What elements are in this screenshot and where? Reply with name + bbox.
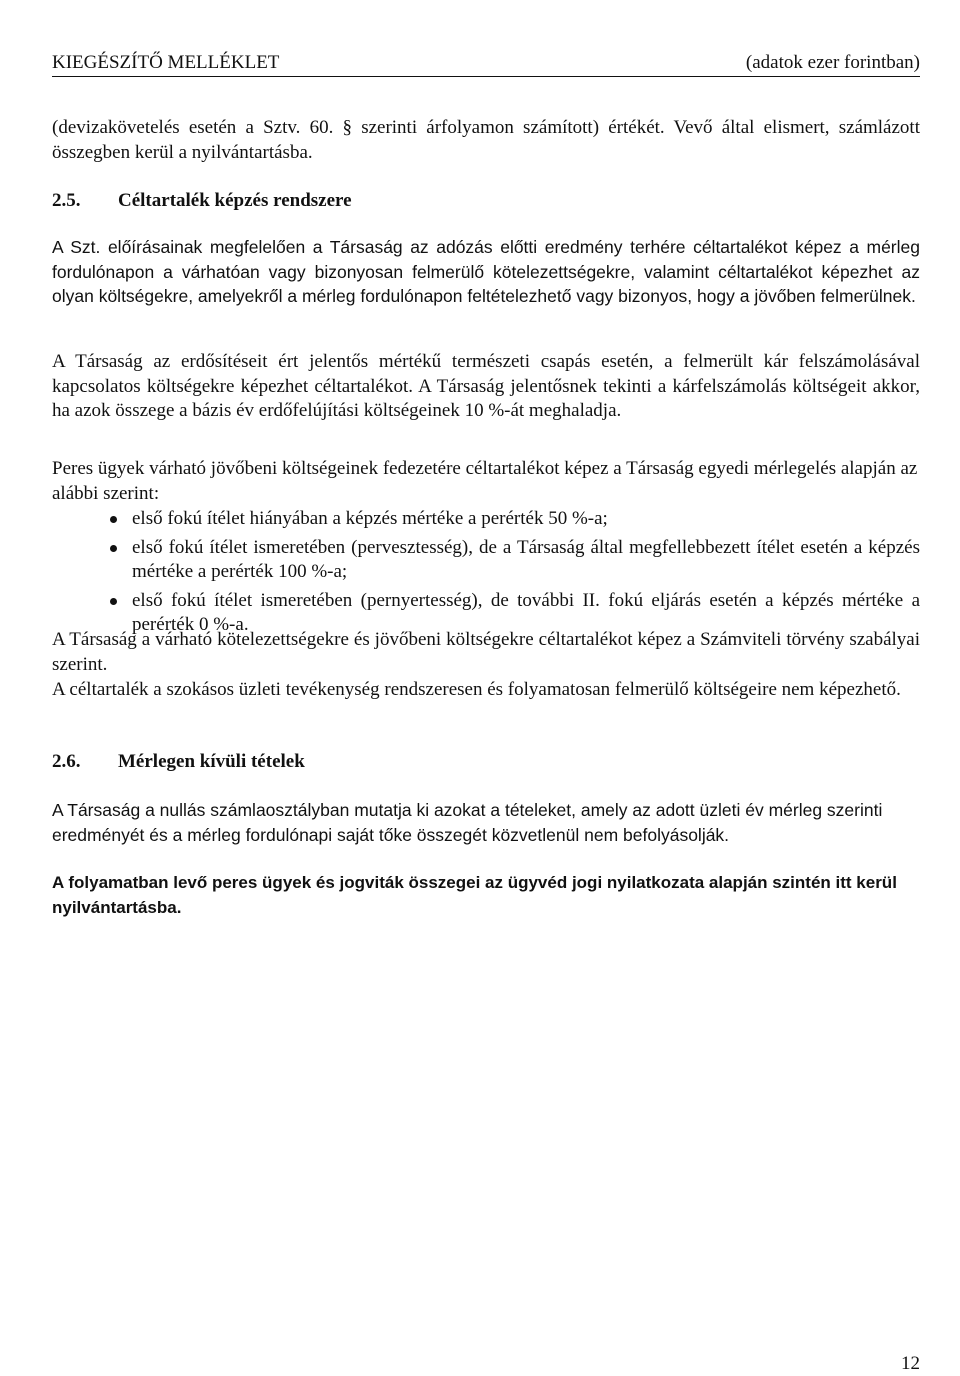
section-heading-2-6 (52, 750, 305, 774)
paragraph-lawsuits: Peres ügyek várható jövőbeni költségeinek fedezetére céltartalékot képez a Társaság egyedi mérlegelés alapján az alábbi szerint: (52, 458, 918, 504)
page-header (52, 52, 920, 77)
list-item: első fokú ítélet hiányában a képzés mértéke a perérték 50 %-a; (52, 507, 920, 532)
paragraph-pending-lawsuits: A folyamatban levő peres ügyek és jogviták összegei az ügyvéd jogi nyilatkozata alapján szintén itt kerül nyilvántartásba. (52, 873, 897, 917)
bullet-icon (110, 545, 117, 552)
section-heading-2-5 (52, 189, 352, 213)
section-title: Mérlegen kívüli tételek (118, 751, 305, 772)
paragraph-accounting-act: A Társaság a várható kötelezettségekre és jövőbeni költségekre céltartalékot képez a Számviteli törvény szabályai szerint. (52, 629, 920, 675)
lawsuit-provision-list (52, 507, 920, 642)
bullet-icon (110, 598, 117, 605)
paragraph-off-balance: A Társaság a nullás számlaosztályban mutatja ki azokat a tételeket, amely az adott üzleti év mérleg szerinti eredményét és a mérleg fordulónapi saját tőke összegét közvetlenül nem befolyásolják. (52, 800, 883, 845)
section-title: Céltartalék képzés rendszere (118, 190, 352, 211)
section-number: 2.6. (52, 751, 81, 772)
paragraph-provision-rules: A Szt. előírásainak megfelelően a Társaság az adózás előtti eredmény terhére céltartalékot képez a mérleg fordulónapon a várhatóan vagy bizonyosan felmerülő kötelezettségekre, valamint céltartalékot képezhet az olyan költségekre, amelyekről a mérleg fordulónapon feltételezhető vagy bizonyos, hogy a jövőben felmerülnek. (52, 237, 920, 306)
bullet-icon (110, 516, 117, 523)
list-item: első fokú ítélet ismeretében (pernyertesség), de további II. fokú eljárás esetén a képzés mértéke a perérték 0 %-a. (52, 589, 920, 638)
paragraph-ordinary-business: A céltartalék a szokásos üzleti tevékenység rendszeresen és folyamatosan felmerülő költségeire nem képezhető. (52, 679, 901, 700)
header-title: KIEGÉSZÍTŐ MELLÉKLET (52, 52, 280, 73)
section-number: 2.5. (52, 190, 81, 211)
paragraph-natural-disaster: A Társaság az erdősítéseit ért jelentős mértékű természeti csapás esetén, a felmerült kár felszámolásával kapcsolatos költségekre képezhet céltartalékot. A Társaság jelentősnek tekinti a kárfelszámolás költségeit akkor, ha azok összege a bázis év erdőfelújítási költségeinek 10 %-át meghaladja. (52, 351, 920, 421)
list-item: első fokú ítélet ismeretében (pervesztesség), de a Társaság által megfellebbezett ítélet esetén a képzés mértéke a perérték 100 %-a; (52, 536, 920, 585)
header-unit-note: (adatok ezer forintban) (745, 52, 920, 73)
page-number: 12 (901, 1353, 920, 1374)
intro-paragraph: (devizakövetelés esetén a Sztv. 60. § szerinti árfolyamon számított) értékét. Vevő által elismert, számlázott összegben kerül a nyilvántartásba. (52, 117, 920, 163)
